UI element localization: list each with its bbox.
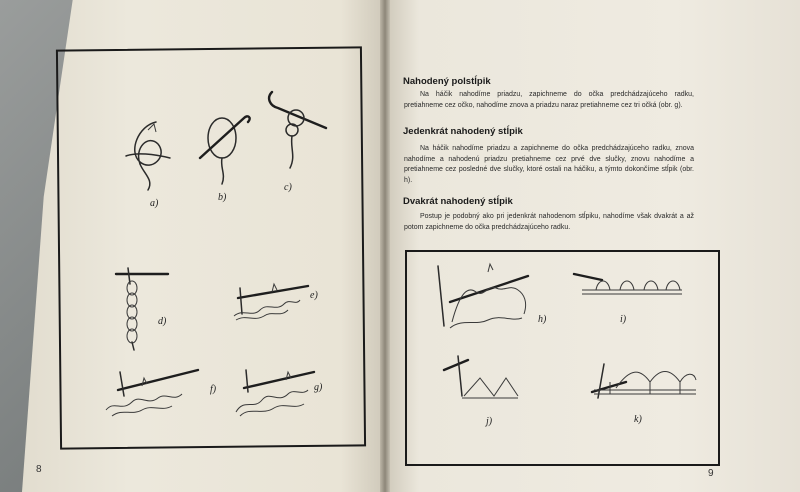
figure-i-picots — [572, 264, 684, 300]
figure-caption: k) — [634, 414, 642, 425]
book-gutter — [380, 0, 390, 492]
figure-g-half-double — [232, 366, 316, 418]
figure-caption: c) — [284, 182, 292, 193]
section-heading: Dvakrát nahodený stĺpik — [403, 196, 513, 207]
figure-caption: a) — [150, 198, 159, 209]
figure-c-loop-on-hook — [262, 88, 330, 168]
page-number-left: 8 — [36, 464, 42, 475]
figure-caption: h) — [538, 314, 547, 325]
figure-h-treble — [432, 262, 532, 334]
figure-d-chain — [112, 266, 172, 352]
section-heading: Jedenkrát nahodený stĺpik — [403, 126, 523, 137]
figure-a-slip-knot — [118, 112, 178, 192]
figure-caption: f) — [210, 384, 217, 395]
figure-caption: b) — [218, 192, 227, 203]
figure-caption: j) — [486, 416, 493, 427]
section-text: Na háčik nahodíme priadzu, zapichneme do očka predchádzajúceho radku, pretiahneme cez očko, nahodíme znova a priadzu naraz pretiahneme cez tri očká (obr. g). — [404, 91, 694, 109]
section-text: Postup je podobný ako pri jedenkrát nahodenom stĺpiku, nahodíme však dvakrát a až potom zapichneme do očka predchádzajúceho radku. — [404, 213, 694, 231]
section-text: Na háčik nahodíme priadzu a zapichneme do očka predchádzajúceho radku, znova nahodíme a nahodenú priadzu pretiahneme cez prvé dve slučky, znovu nahodíme a pretiahneme cez posledné dve slučky, ktoré ostali na háčiku, a týmto dokončíme stĺpik (obr. h). — [404, 145, 694, 184]
figure-k-mesh — [590, 358, 698, 408]
figure-caption: g) — [314, 382, 323, 393]
figure-caption: e) — [310, 290, 318, 301]
figure-caption: i) — [620, 314, 627, 325]
figure-caption: d) — [158, 316, 167, 327]
figure-j-arches — [440, 356, 520, 402]
figure-e-slip-stitch — [228, 278, 310, 328]
figure-b-hook-loop — [198, 104, 258, 184]
figure-f-single-crochet — [102, 366, 202, 418]
section-heading: Nahodený polstĺpik — [403, 76, 491, 87]
page-number-right: 9 — [708, 468, 714, 479]
